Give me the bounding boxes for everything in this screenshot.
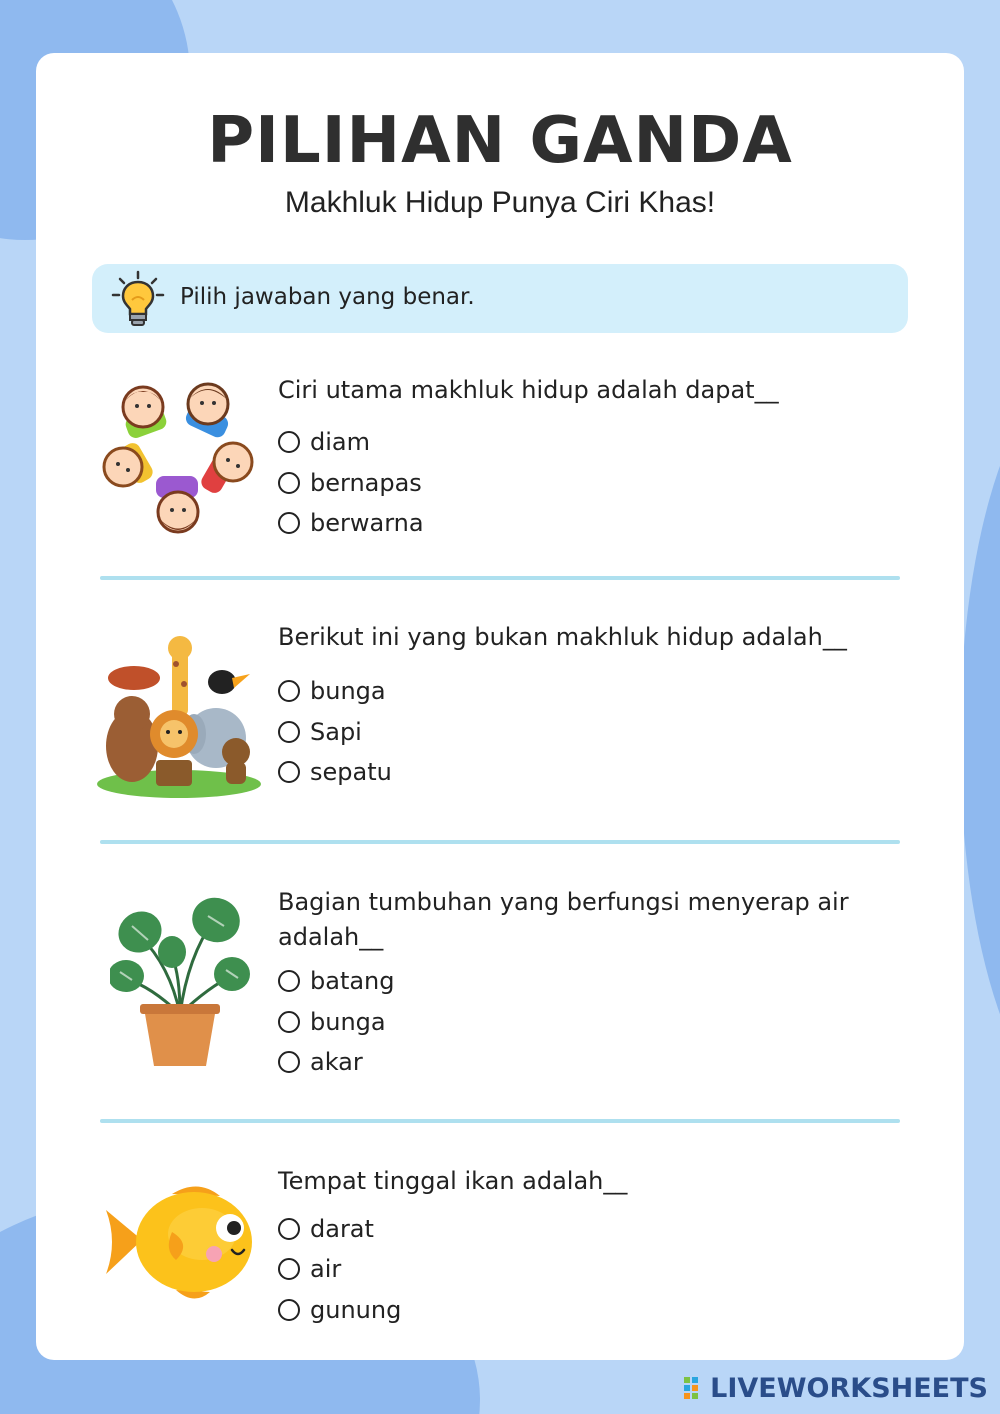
option-darat[interactable] (278, 1214, 374, 1244)
option-label: akar (310, 1048, 363, 1076)
radio-button[interactable] (278, 761, 300, 783)
option-label: bunga (310, 677, 386, 705)
brand-name: LIVEWORKSHEETS (710, 1373, 988, 1404)
radio-button[interactable] (278, 970, 300, 992)
option-bunga[interactable] (278, 676, 386, 706)
lightbulb-icon (110, 270, 166, 328)
question-divider (100, 1119, 900, 1123)
option-batang[interactable] (278, 966, 395, 996)
option-sepatu[interactable] (278, 757, 392, 787)
option-gunung[interactable] (278, 1295, 401, 1325)
option-label: bunga (310, 1008, 386, 1036)
liveworksheets-brand[interactable] (684, 1373, 988, 1404)
option-label: gunung (310, 1296, 402, 1324)
liveworksheets-logo-icon (684, 1377, 706, 1401)
option-diam[interactable] (278, 427, 370, 457)
radio-button[interactable] (278, 1258, 300, 1280)
option-label: diam (310, 428, 370, 456)
option-berwarna[interactable] (278, 508, 424, 538)
radio-button[interactable] (278, 431, 300, 453)
radio-button[interactable] (278, 512, 300, 534)
option-label: batang (310, 967, 395, 995)
worksheet-subtitle: Makhluk Hidup Punya Ciri Khas! (284, 186, 716, 219)
option-label: bernapas (310, 469, 422, 497)
instruction-text: Pilih jawaban yang benar. (180, 284, 475, 310)
option-bernapas[interactable] (278, 468, 422, 498)
background-blob-right (960, 360, 1000, 1120)
worksheet-title: PILIHAN GANDA (207, 104, 793, 178)
option-air[interactable] (278, 1254, 341, 1284)
option-label: darat (310, 1215, 374, 1243)
animals-group-illustration (94, 634, 264, 800)
option-bunga[interactable] (278, 1007, 386, 1037)
option-label: berwarna (310, 509, 424, 537)
question-text: Berikut ini yang bukan makhluk hidup adalah__ (278, 623, 847, 651)
option-sapi[interactable] (278, 717, 362, 747)
question-text: Tempat tinggal ikan adalah__ (278, 1167, 628, 1195)
option-label: Sapi (310, 718, 362, 746)
radio-button[interactable] (278, 680, 300, 702)
radio-button[interactable] (278, 1299, 300, 1321)
question-text: Ciri utama makhluk hidup adalah dapat__ (278, 376, 779, 404)
question-divider (100, 840, 900, 844)
radio-button[interactable] (278, 1051, 300, 1073)
radio-button[interactable] (278, 721, 300, 743)
option-label: sepatu (310, 758, 392, 786)
fish-illustration (102, 1180, 258, 1308)
question-divider (100, 576, 900, 580)
question-text: Bagian tumbuhan yang berfungsi menyerap air adalah__ (278, 888, 849, 951)
potted-plant-illustration (110, 896, 250, 1070)
instruction-banner (92, 264, 908, 333)
option-akar[interactable] (278, 1047, 363, 1077)
radio-button[interactable] (278, 1011, 300, 1033)
radio-button[interactable] (278, 1218, 300, 1240)
children-circle-illustration (98, 372, 258, 537)
radio-button[interactable] (278, 472, 300, 494)
option-label: air (310, 1255, 342, 1283)
